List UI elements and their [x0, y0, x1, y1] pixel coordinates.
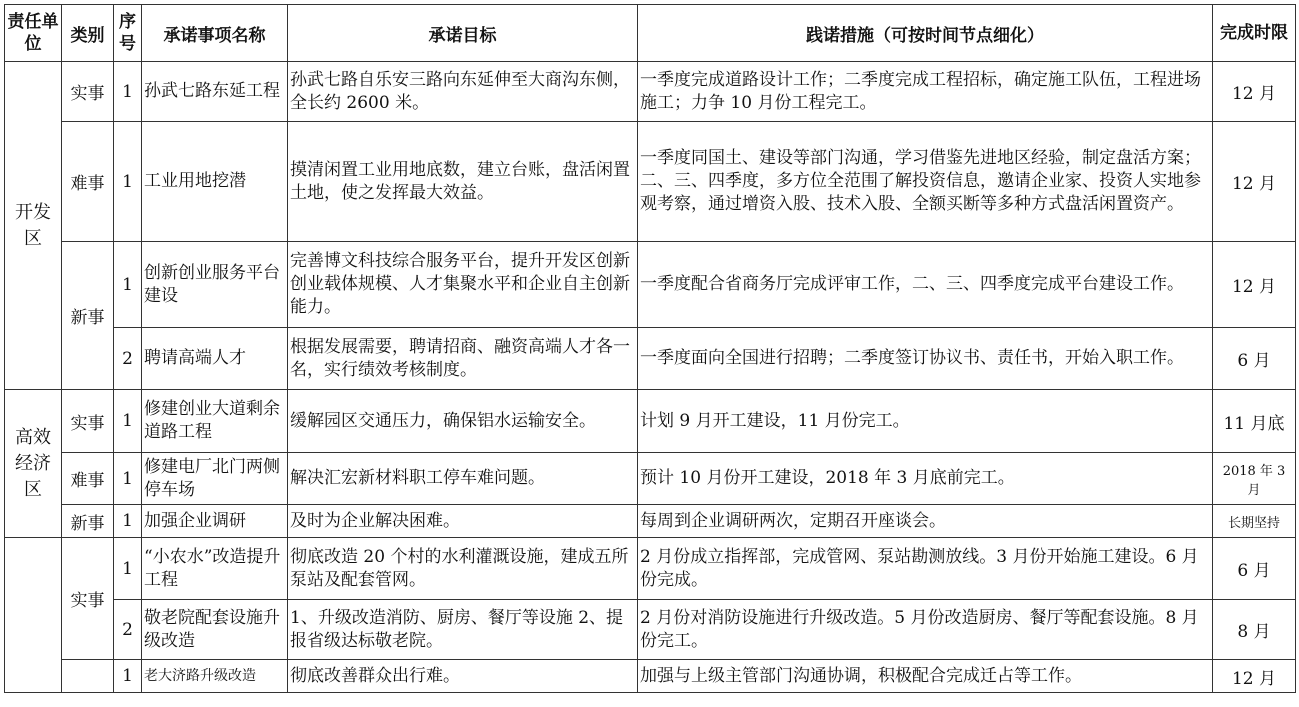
measures-cell: 2 月份成立指挥部，完成管网、泵站勘测放线。3 月份开始施工建设。6 月份完成。	[638, 538, 1213, 600]
unit-cell-empty	[5, 538, 62, 693]
measures-cell: 一季度同国土、建设等部门沟通，学习借鉴先进地区经验，制定盘活方案；二、三、四季度，多方位全范围了解投资信息，邀请企业家、投资人实地参观考察，通过增资入股、技术入股、全额买断等多种方式盘活闲置资产。	[638, 122, 1213, 242]
seq-cell: 1	[114, 453, 142, 505]
seq-cell: 1	[114, 390, 142, 453]
table-header-row	[5, 5, 1296, 62]
measures-cell: 一季度面向全国进行招聘；二季度签订协议书、责任书，开始入职工作。	[638, 328, 1213, 390]
header-goal: 承诺目标	[288, 5, 638, 62]
table-row	[5, 505, 1296, 538]
seq-cell: 2	[114, 328, 142, 390]
deadline-cell: 长期坚持	[1213, 505, 1296, 538]
item-cell: 创新创业服务平台建设	[142, 242, 288, 328]
table-row	[5, 538, 1296, 600]
goal-cell: 根据发展需要，聘请招商、融资高端人才各一名，实行绩效考核制度。	[288, 328, 638, 390]
measures-cell: 2 月份对消防设施进行升级改造。5 月份改造厨房、餐厅等配套设施。8 月份完工。	[638, 600, 1213, 660]
header-item: 承诺事项名称	[142, 5, 288, 62]
seq-cell: 1	[114, 122, 142, 242]
header-measures: 践诺措施（可按时间节点细化）	[638, 5, 1213, 62]
deadline-cell: 8 月	[1213, 600, 1296, 660]
category-cell: 难事	[62, 122, 114, 242]
category-cell-empty	[62, 660, 114, 693]
goal-cell: 完善博文科技综合服务平台，提升开发区创新创业载体规模、人才集聚水平和企业自主创新能力。	[288, 242, 638, 328]
table-row	[5, 328, 1296, 390]
category-cell: 实事	[62, 390, 114, 453]
item-cell: 修建创业大道剩余道路工程	[142, 390, 288, 453]
commitment-table	[4, 4, 1296, 693]
seq-cell: 1	[114, 242, 142, 328]
category-cell: 实事	[62, 62, 114, 122]
goal-cell: 缓解园区交通压力，确保铝水运输安全。	[288, 390, 638, 453]
item-cell: 聘请高端人才	[142, 328, 288, 390]
category-cell: 新事	[62, 242, 114, 390]
seq-cell: 1	[114, 62, 142, 122]
measures-cell: 一季度完成道路设计工作；二季度完成工程招标，确定施工队伍，工程进场施工；力争 10 月份工程完工。	[638, 62, 1213, 122]
header-deadline: 完成时限	[1213, 5, 1296, 62]
measures-cell: 加强与上级主管部门沟通协调，积极配合完成迁占等工作。	[638, 660, 1213, 693]
item-cell: 敬老院配套设施升级改造	[142, 600, 288, 660]
goal-cell: 彻底改善群众出行难。	[288, 660, 638, 693]
item-cell: 工业用地挖潜	[142, 122, 288, 242]
unit-cell-dev: 开发区	[5, 62, 62, 390]
deadline-cell: 6 月	[1213, 538, 1296, 600]
table-row	[5, 453, 1296, 505]
item-cell: 加强企业调研	[142, 505, 288, 538]
deadline-cell: 12 月	[1213, 242, 1296, 328]
measures-cell: 预计 10 月份开工建设，2018 年 3 月底前完工。	[638, 453, 1213, 505]
table-row	[5, 122, 1296, 242]
goal-cell: 摸清闲置工业用地底数，建立台账，盘活闲置土地，使之发挥最大效益。	[288, 122, 638, 242]
goal-cell: 1、升级改造消防、厨房、餐厅等设施 2、提报省级达标敬老院。	[288, 600, 638, 660]
deadline-cell: 12 月	[1213, 122, 1296, 242]
header-seq: 序号	[114, 5, 142, 62]
deadline-cell: 2018 年 3 月	[1213, 453, 1296, 505]
header-category: 类别	[62, 5, 114, 62]
category-cell: 实事	[62, 538, 114, 660]
seq-cell: 1	[114, 538, 142, 600]
measures-cell: 一季度配合省商务厅完成评审工作，二、三、四季度完成平台建设工作。	[638, 242, 1213, 328]
item-cell: 修建电厂北门两侧停车场	[142, 453, 288, 505]
item-cell: “小农水”改造提升工程	[142, 538, 288, 600]
goal-cell: 孙武七路自乐安三路向东延伸至大商沟东侧，全长约 2600 米。	[288, 62, 638, 122]
table-row	[5, 600, 1296, 660]
seq-cell: 1	[114, 660, 142, 693]
goal-cell: 解决汇宏新材料职工停车难问题。	[288, 453, 638, 505]
category-cell: 难事	[62, 453, 114, 505]
table-row	[5, 390, 1296, 453]
deadline-cell: 6 月	[1213, 328, 1296, 390]
item-cell: 老大济路升级改造	[142, 660, 288, 693]
table-row	[5, 242, 1296, 328]
table-row	[5, 62, 1296, 122]
deadline-cell: 12 月	[1213, 62, 1296, 122]
item-cell: 孙武七路东延工程	[142, 62, 288, 122]
seq-cell: 2	[114, 600, 142, 660]
category-cell: 新事	[62, 505, 114, 538]
measures-cell: 计划 9 月开工建设，11 月份完工。	[638, 390, 1213, 453]
goal-cell: 彻底改造 20 个村的水利灌溉设施，建成五所泵站及配套管网。	[288, 538, 638, 600]
deadline-cell: 12 月	[1213, 660, 1296, 693]
header-unit: 责任单位	[5, 5, 62, 62]
table-row	[5, 660, 1296, 693]
unit-cell-eco: 高效经济区	[5, 390, 62, 538]
measures-cell: 每周到企业调研两次，定期召开座谈会。	[638, 505, 1213, 538]
goal-cell: 及时为企业解决困难。	[288, 505, 638, 538]
deadline-cell: 11 月底	[1213, 390, 1296, 453]
seq-cell: 1	[114, 505, 142, 538]
